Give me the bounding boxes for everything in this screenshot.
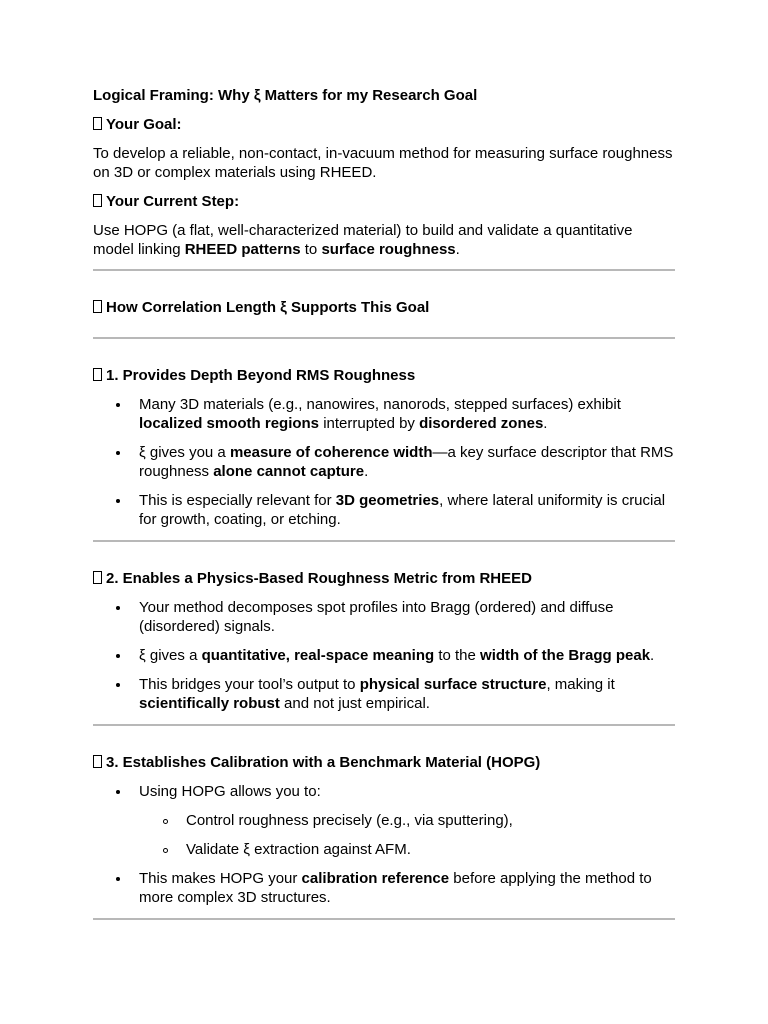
goal-text: To develop a reliable, non-contact, in-vacuum method for measuring surface roughness on 3D or complex materials using RHEED. — [93, 145, 673, 181]
section-divider — [93, 724, 675, 726]
list-item: Many 3D materials (e.g., nanowires, nanorods, stepped surfaces) exhibit localized smooth regions interrupted by disordered zones. — [93, 395, 675, 433]
list-item: This makes HOPG your calibration reference before applying the method to more complex 3D structures. — [93, 869, 675, 907]
section-2-heading: 2. Enables a Physics-Based Roughness Metric from RHEED — [93, 569, 675, 588]
list-item: Using HOPG allows you to: Control roughness precisely (e.g., via sputtering), Validate ξ extraction against AFM. — [93, 782, 675, 859]
page-title: Logical Framing: Why ξ Matters for my Research Goal — [93, 87, 478, 104]
list-item: Your method decomposes spot profiles into Bragg (ordered) and diffuse (disordered) signals. — [93, 598, 675, 636]
missing-glyph-icon — [93, 368, 102, 381]
section-divider — [93, 918, 675, 920]
sub-list-item: Control roughness precisely (e.g., via sputtering), — [139, 811, 675, 830]
sub-list — [139, 811, 675, 859]
section-2-list — [93, 598, 675, 713]
missing-glyph-icon — [93, 194, 102, 207]
missing-glyph-icon — [93, 571, 102, 584]
list-item: This bridges your tool’s output to physical surface structure, making it scientifically robust and not just empirical. — [93, 675, 675, 713]
missing-glyph-icon — [93, 117, 102, 130]
current-step-text: Use HOPG (a flat, well-characterized material) to build and validate a quantitative model linking RHEED patterns to surface roughness. — [93, 222, 633, 258]
missing-glyph-icon — [93, 755, 102, 768]
list-item: ξ gives a quantitative, real-space meaning to the width of the Bragg peak. — [93, 646, 675, 665]
section-1-list — [93, 395, 675, 529]
list-item: ξ gives you a measure of coherence width—a key surface descriptor that RMS roughness alone cannot capture. — [93, 443, 675, 481]
section-3-list — [93, 782, 675, 907]
section-1-heading: 1. Provides Depth Beyond RMS Roughness — [93, 366, 675, 385]
how-heading: How Correlation Length ξ Supports This Goal — [93, 298, 675, 317]
section-3-heading: 3. Establishes Calibration with a Benchmark Material (HOPG) — [93, 753, 675, 772]
current-step-heading: Your Current Step: — [93, 192, 675, 211]
list-item: This is especially relevant for 3D geometries, where lateral uniformity is crucial for growth, coating, or etching. — [93, 491, 675, 529]
sub-list-item: Validate ξ extraction against AFM. — [139, 840, 675, 859]
section-divider — [93, 269, 675, 271]
section-divider — [93, 540, 675, 542]
missing-glyph-icon — [93, 300, 102, 313]
goal-heading: Your Goal: — [93, 115, 675, 134]
section-divider — [93, 337, 675, 339]
